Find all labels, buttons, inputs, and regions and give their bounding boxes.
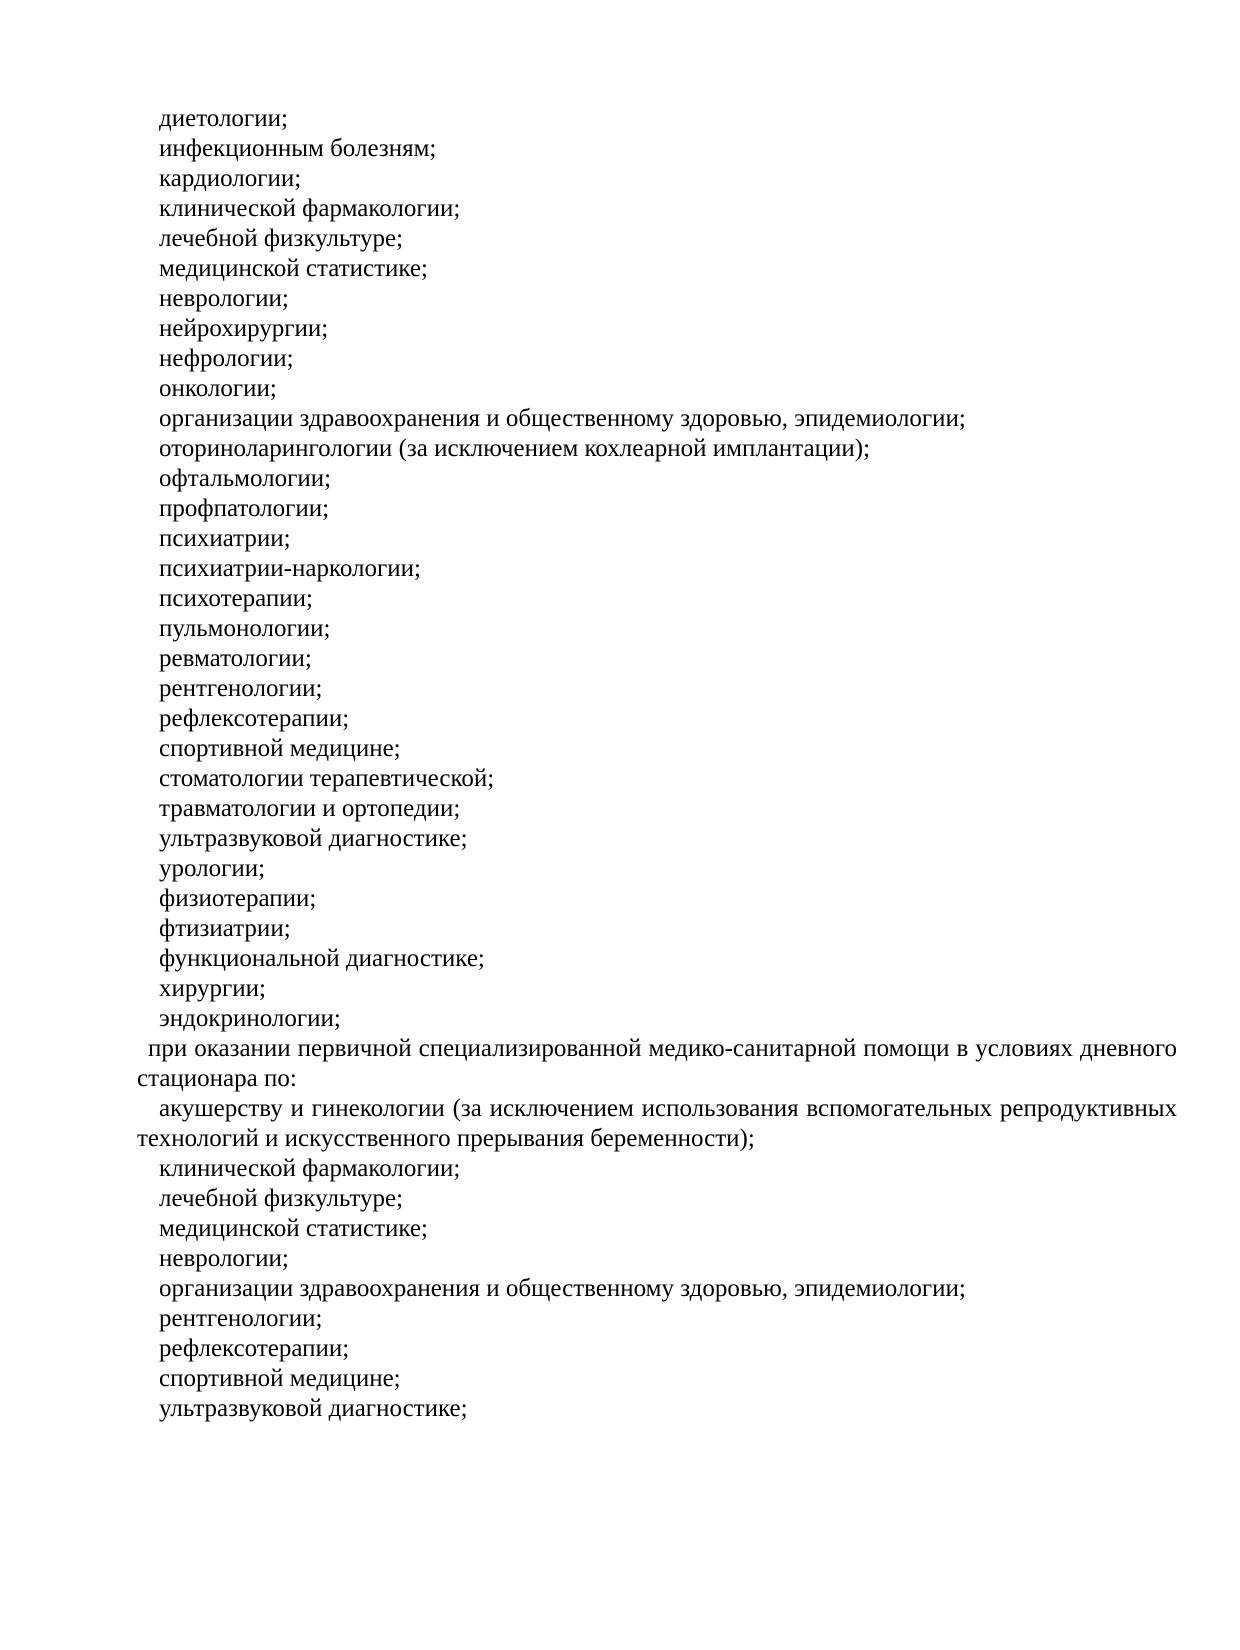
specialty-list-line: клинической фармакологии;	[159, 1155, 461, 1182]
paragraph-line: стационара по:	[137, 1065, 297, 1092]
specialty-list-line: физиотерапии;	[159, 885, 317, 912]
specialty-list-line: функциональной диагностике;	[159, 945, 485, 972]
specialty-list-line: рентгенологии;	[159, 675, 323, 702]
specialty-list-line: клинической фармакологии;	[159, 195, 461, 222]
specialty-list-line: ревматологии;	[159, 645, 312, 672]
specialty-list-line: медицинской статистике;	[159, 1215, 428, 1242]
specialty-list-line: эндокринологии;	[159, 1005, 341, 1032]
specialty-list-line: инфекционным болезням;	[159, 135, 437, 162]
specialty-list-line: ультразвуковой диагностике;	[159, 1395, 468, 1422]
specialty-list-line: психиатрии-наркологии;	[159, 555, 421, 582]
specialty-list-line: организации здравоохранения и общественному здоровью, эпидемиологии;	[159, 1275, 966, 1302]
specialty-list-line: кардиологии;	[159, 165, 302, 192]
specialty-list-line: спортивной медицине;	[159, 735, 401, 762]
specialty-list-line: лечебной физкультуре;	[159, 1185, 404, 1212]
specialty-list-line: нейрохирургии;	[159, 315, 329, 342]
specialty-list-line: психотерапии;	[159, 585, 313, 612]
specialty-list-line: онкологии;	[159, 375, 277, 402]
specialty-list-line: ультразвуковой диагностике;	[159, 825, 468, 852]
specialty-list-line: стоматологии терапевтической;	[159, 765, 495, 792]
specialty-list-line: спортивной медицине;	[159, 1365, 401, 1392]
specialty-list-line: неврологии;	[159, 1245, 289, 1272]
specialty-list-line: акушерству и гинекологии (за исключением использования вспомогательных репродуктивных	[159, 1095, 1177, 1122]
specialty-list-line: хирургии;	[159, 975, 267, 1002]
specialty-list-line: профпатологии;	[159, 495, 330, 522]
specialty-list-line: офтальмологии;	[159, 465, 332, 492]
document-text-block	[137, 104, 1177, 1424]
specialty-list-line: лечебной физкультуре;	[159, 225, 404, 252]
specialty-list-line: фтизиатрии;	[159, 915, 291, 942]
specialty-list-line: организации здравоохранения и общественному здоровью, эпидемиологии;	[159, 405, 966, 432]
specialty-list-line: рентгенологии;	[159, 1305, 323, 1332]
specialty-list-line: рефлексотерапии;	[159, 1335, 350, 1362]
specialty-list-line: медицинской статистике;	[159, 255, 428, 282]
paragraph-line: при оказании первичной специализированной медико-санитарной помощи в условиях дневного	[148, 1035, 1177, 1062]
specialty-list-line: урологии;	[159, 855, 266, 882]
specialty-list-line: психиатрии;	[159, 525, 291, 552]
specialty-list-line: оториноларингологии (за исключением кохлеарной имплантации);	[159, 435, 871, 462]
specialty-list-line: рефлексотерапии;	[159, 705, 350, 732]
specialty-list-line: травматологии и ортопедии;	[159, 795, 461, 822]
specialty-list-line: пульмонологии;	[159, 615, 331, 642]
specialty-list-line: диетологии;	[159, 105, 288, 132]
specialty-list-line: неврологии;	[159, 285, 289, 312]
specialty-list-line: нефрологии;	[159, 345, 294, 372]
paragraph-line: технологий и искусственного прерывания беременности);	[137, 1125, 755, 1152]
